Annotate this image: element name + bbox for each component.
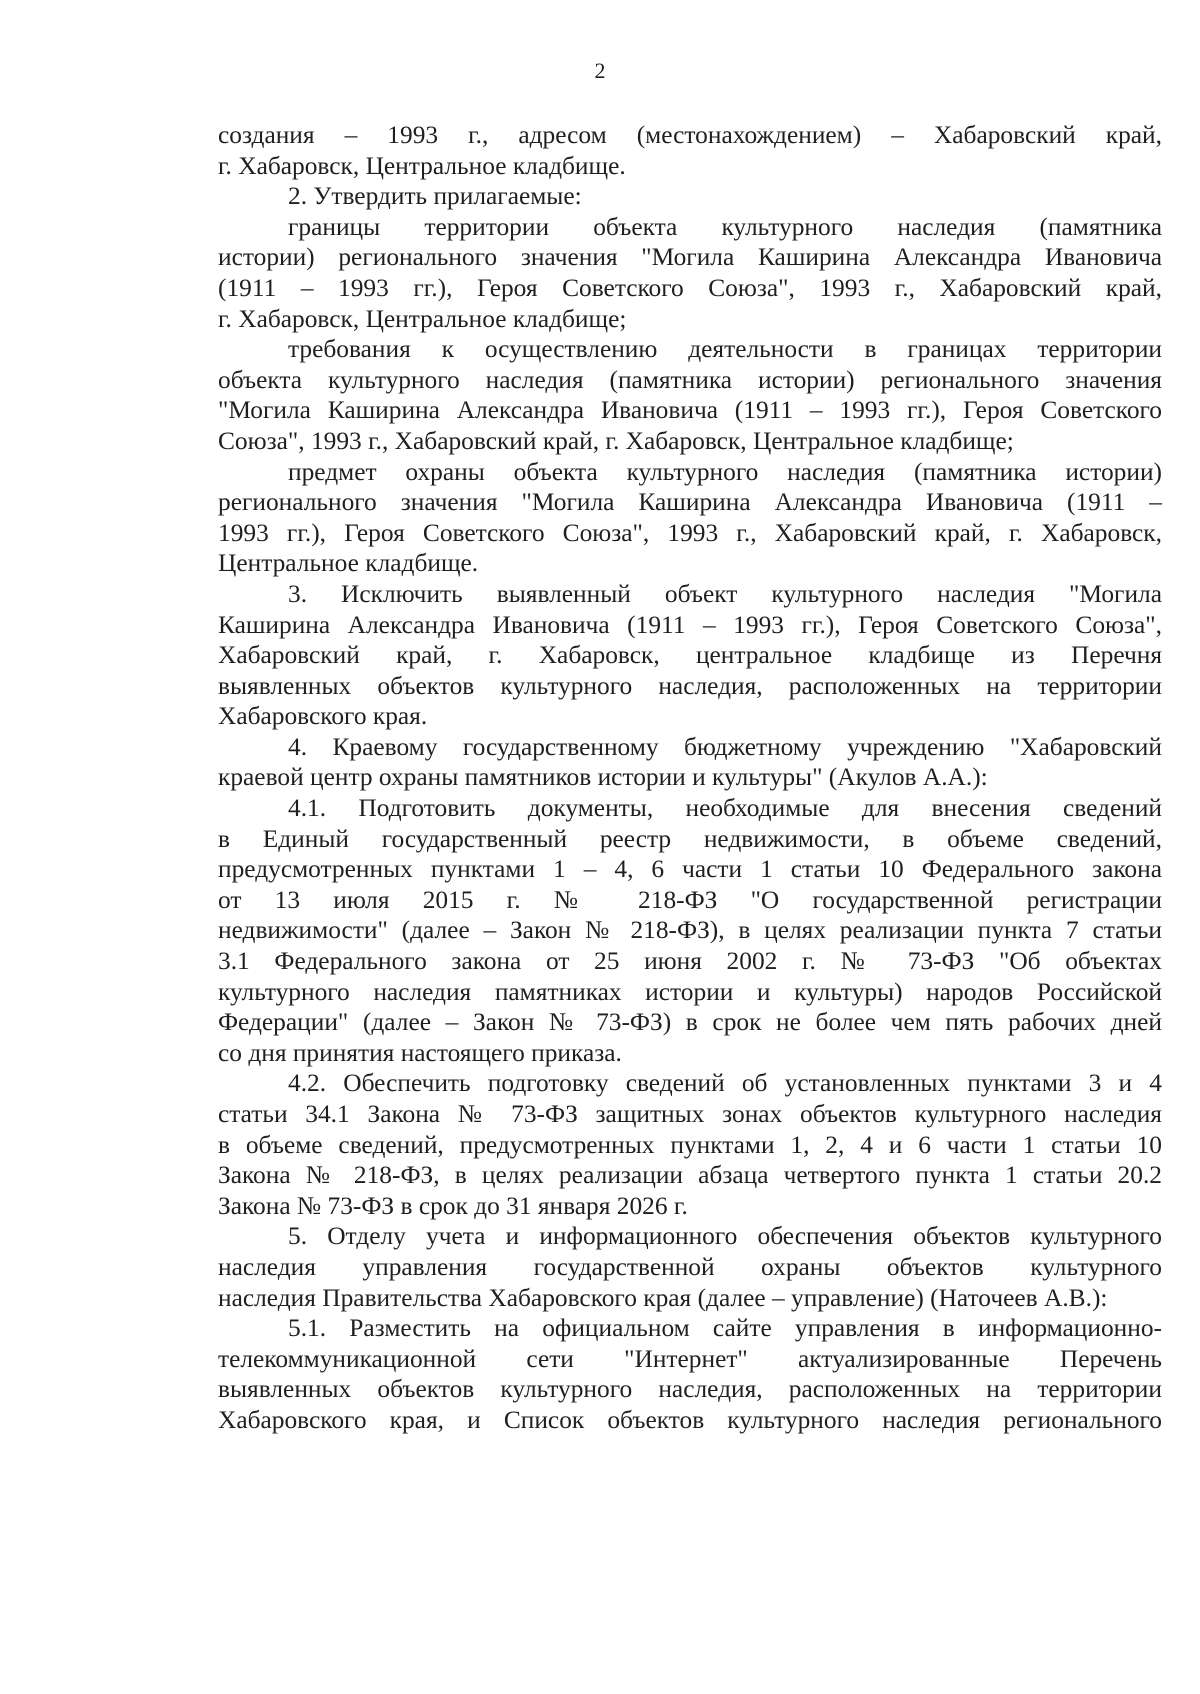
text-line: 5. Отделу учета и информационного обеспечения объектов культурного	[288, 1222, 1162, 1251]
text-line: регионального значения "Могила Каширина Александра Ивановича (1911 –	[218, 488, 1162, 517]
text-line: 4.2. Обеспечить подготовку сведений об установленных пунктами 3 и 4	[288, 1069, 1162, 1098]
text-line: Закона № 218-ФЗ, в целях реализации абзаца четвертого пункта 1 статьи 20.2	[218, 1161, 1162, 1190]
text-line: в Единый государственный реестр недвижимости, в объеме сведений,	[218, 824, 1162, 853]
text-line: 3.1 Федерального закона от 25 июня 2002 г. № 73-ФЗ "Об объектах	[218, 947, 1162, 976]
text-line: Хабаровский край, г. Хабаровск, центральное кладбище из Перечня	[218, 641, 1162, 670]
text-line: истории) регионального значения "Могила Каширина Александра Ивановича	[218, 243, 1162, 272]
text-line: 5.1. Разместить на официальном сайте управления в информационно-	[288, 1314, 1162, 1343]
text-line: 1993 гг.), Героя Советского Союза", 1993 г., Хабаровский край, г. Хабаровск,	[218, 518, 1162, 547]
text-line: недвижимости" (далее – Закон № 218-ФЗ), в целях реализации пункта 7 статьи	[218, 916, 1162, 945]
text-line: наследия Правительства Хабаровского края (далее – управление) (Наточеев А.В.):	[218, 1283, 1108, 1312]
text-line: 4.1. Подготовить документы, необходимые для внесения сведений	[288, 794, 1162, 823]
text-line: предусмотренных пунктами 1 – 4, 6 части 1 статьи 10 Федерального закона	[218, 855, 1162, 884]
text-line: наследия управления государственной охраны объектов культурного	[218, 1252, 1162, 1281]
text-line: 3. Исключить выявленный объект культурного наследия "Могила	[288, 579, 1162, 608]
text-line: "Могила Каширина Александра Ивановича (1911 – 1993 гг.), Героя Советского	[218, 396, 1162, 425]
text-line: культурного наследия памятниках истории и культуры) народов Российской	[218, 977, 1162, 1006]
text-line: 4. Краевому государственному бюджетному учреждению "Хабаровский	[288, 732, 1162, 761]
text-line: (1911 – 1993 гг.), Героя Советского Союза", 1993 г., Хабаровский край,	[218, 273, 1162, 302]
text-line: Центральное кладбище.	[218, 549, 479, 578]
text-line: предмет охраны объекта культурного наследия (памятника истории)	[288, 457, 1162, 486]
text-line: выявленных объектов культурного наследия, расположенных на территории	[218, 671, 1162, 700]
text-line: границы территории объекта культурного наследия (памятника	[288, 212, 1162, 241]
text-line: Хабаровского края, и Список объектов культурного наследия регионального	[218, 1405, 1162, 1434]
page-number: 2	[594, 58, 606, 83]
text-line: со дня принятия настоящего приказа.	[218, 1038, 622, 1067]
text-line: Каширина Александра Ивановича (1911 – 1993 гг.), Героя Советского Союза",	[218, 610, 1162, 639]
text-line: телекоммуникационной сети "Интернет" актуализированные Перечень	[218, 1344, 1162, 1373]
text-line: объекта культурного наследия (памятника истории) регионального значения	[218, 365, 1162, 394]
document-body	[218, 120, 1162, 1436]
text-line: требования к осуществлению деятельности в границах территории	[288, 335, 1162, 364]
text-line: в объеме сведений, предусмотренных пунктами 1, 2, 4 и 6 части 1 статьи 10	[218, 1130, 1162, 1159]
text-line: Хабаровского края.	[218, 702, 428, 731]
text-line: г. Хабаровск, Центральное кладбище;	[218, 304, 627, 333]
text-line: Союза", 1993 г., Хабаровский край, г. Хабаровск, Центральное кладбище;	[218, 426, 1014, 455]
text-line: г. Хабаровск, Центральное кладбище.	[218, 151, 626, 180]
text-line: создания – 1993 г., адресом (местонахождением) – Хабаровский край,	[218, 121, 1162, 149]
text-line: Федерации" (далее – Закон № 73-ФЗ) в срок не более чем пять рабочих дней	[218, 1008, 1162, 1037]
text-line: краевой центр охраны памятников истории и культуры" (Акулов А.А.):	[218, 763, 988, 792]
text-line: от 13 июля 2015 г. № 218-ФЗ "О государственной регистрации	[218, 885, 1162, 914]
text-line: статьи 34.1 Закона № 73-ФЗ защитных зонах объектов культурного наследия	[218, 1100, 1162, 1128]
text-line: 2. Утвердить прилагаемые:	[288, 182, 582, 211]
text-line: выявленных объектов культурного наследия, расположенных на территории	[218, 1375, 1162, 1404]
text-line: Закона № 73-ФЗ в срок до 31 января 2026 г.	[218, 1191, 688, 1220]
